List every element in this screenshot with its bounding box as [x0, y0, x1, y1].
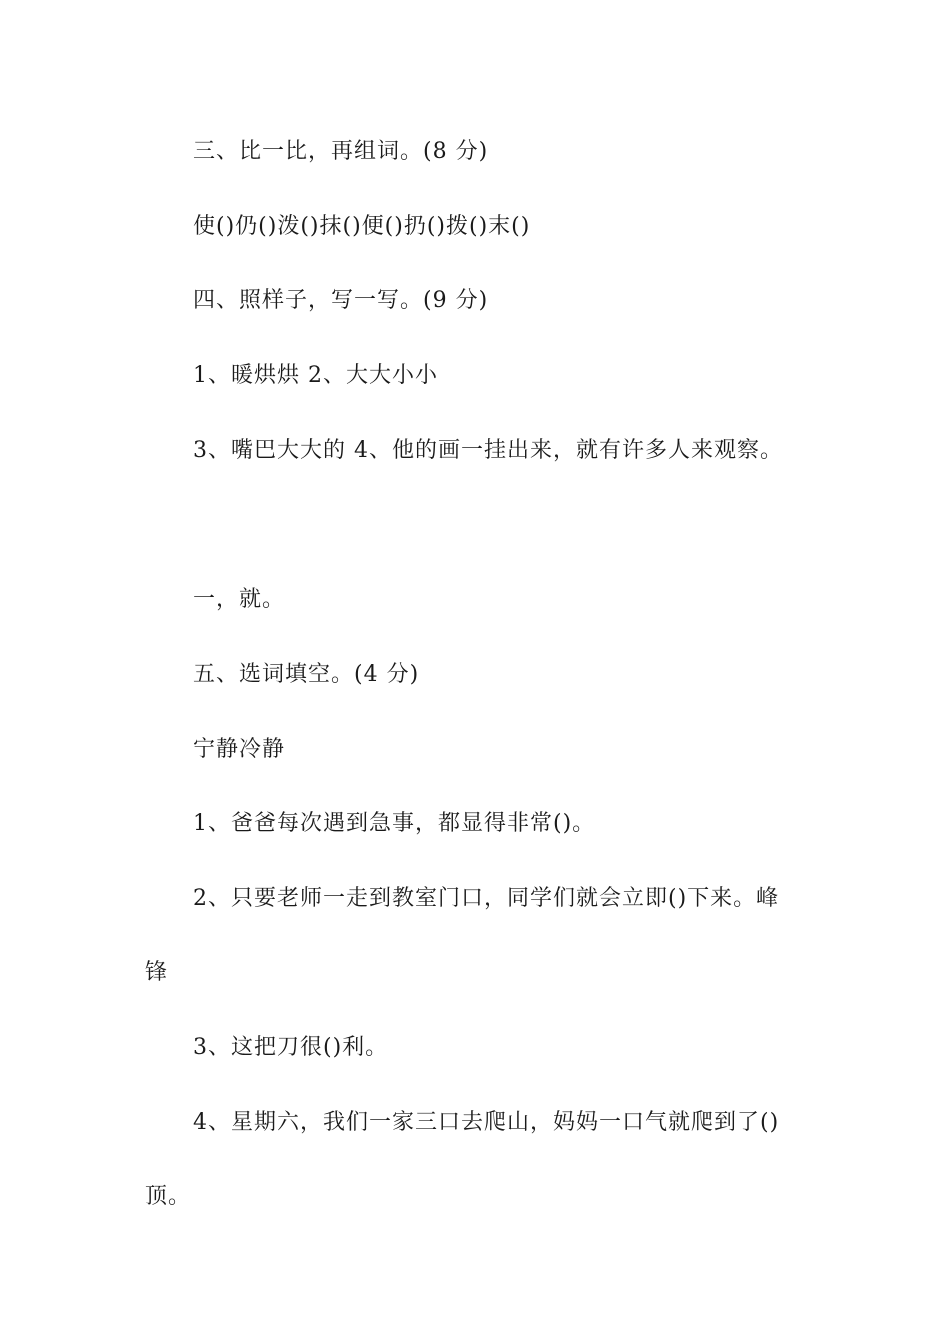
question-1: 1、爸爸每次遇到急事，都显得非常()。: [193, 811, 596, 836]
question-4-continuation: 顶。: [145, 1184, 192, 1209]
example-line-1: 1、暖烘烘 2、大大小小: [193, 363, 438, 388]
char-compare-row: 使()仍()泼()抹()便()扔()拨()末(): [193, 214, 531, 239]
question-4: 4、星期六，我们一家三口去爬山，妈妈一口气就爬到了(): [193, 1110, 780, 1135]
question-3: 3、这把刀很()利。: [193, 1035, 389, 1060]
question-2: 2、只要老师一走到教室门口，同学们就会立即()下来。峰: [193, 886, 780, 911]
section-heading-5: 五、选词填空。(4 分): [193, 662, 420, 687]
question-2-continuation: 锋: [145, 960, 169, 985]
section-heading-3: 三、比一比，再组词。(8 分): [193, 139, 489, 164]
example-line-3: 一，就。: [193, 587, 286, 612]
example-line-2: 3、嘴巴大大的 4、他的画一挂出来，就有许多人来观察。: [193, 438, 783, 463]
section-heading-4: 四、照样子，写一写。(9 分): [193, 288, 489, 313]
word-choice-pair: 宁静冷静: [193, 737, 286, 762]
